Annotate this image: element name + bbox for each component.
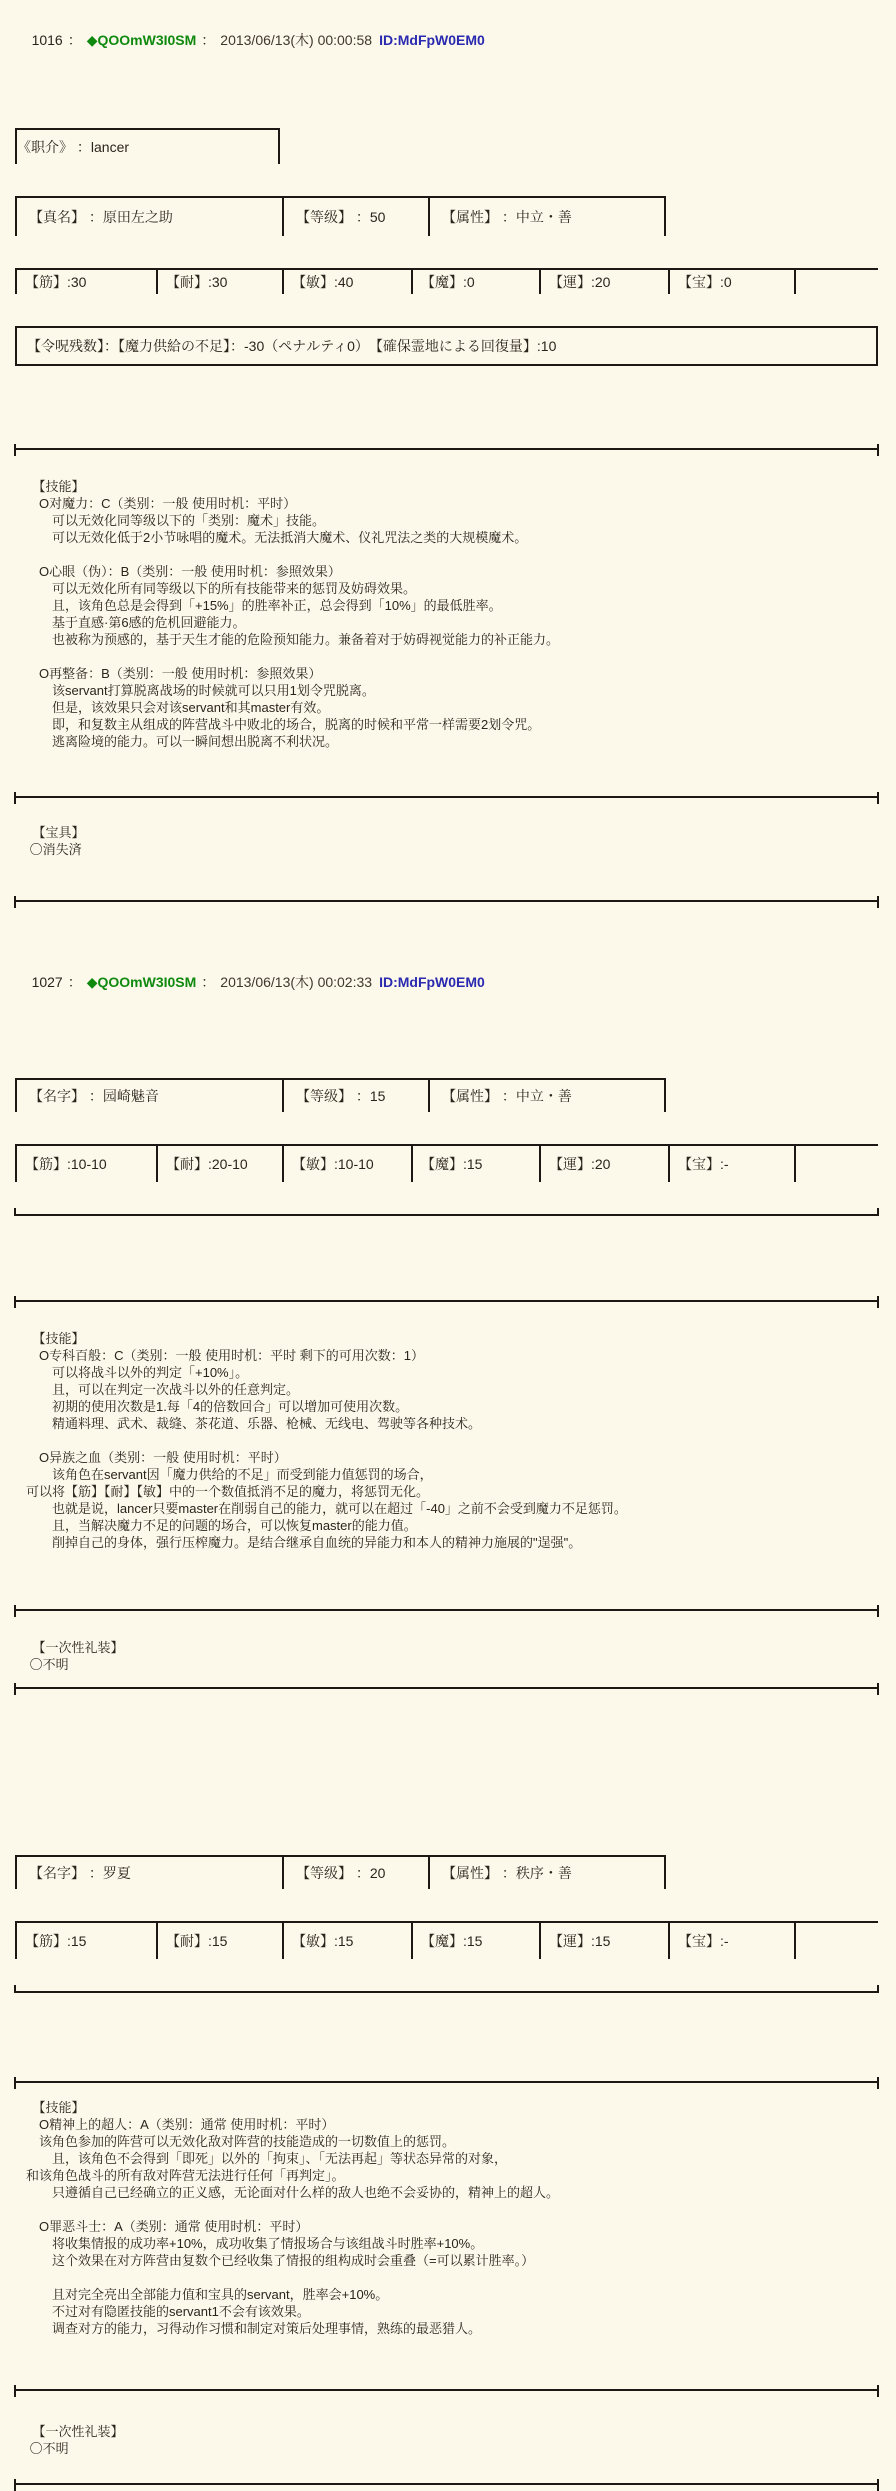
separator-line — [15, 2081, 878, 2083]
level-cell: 【等级】 ：20 — [282, 1857, 428, 1889]
text-line: 可以无效化同等级以下的「类别：魔术」技能。 — [26, 513, 326, 528]
level-cell: 【等级】 ：15 — [282, 1080, 428, 1112]
post-userid: ID:MdFpW0EM0 — [379, 32, 485, 48]
stat-cell-np: 【宝】:- — [668, 1146, 796, 1182]
text-line — [26, 648, 896, 665]
text-line: 且，当解决魔力不足的问题的场合，可以恢复master的能力值。 — [26, 1518, 417, 1533]
table-bottom-line — [15, 1991, 878, 1993]
post-1027 — [0, 952, 896, 2485]
stat-cell-end: 【耐】:15 — [156, 1923, 282, 1959]
table-bottom-line — [15, 1214, 878, 1216]
text-line: 【技能】 — [26, 479, 85, 494]
text-line: 可以将战斗以外的判定「+10%」。 — [26, 1365, 249, 1380]
separator-line — [15, 2389, 878, 2391]
separator-line — [15, 1609, 878, 1611]
stat-cell-end: 【耐】:20-10 — [156, 1146, 282, 1182]
separator-line — [15, 796, 878, 798]
header-colon: ： — [67, 32, 82, 48]
command-seals-row: 【令呪残数】：【魔力供給の不足】：-30（ペナルティ0） 【確保霊地による回復量】:10 — [15, 326, 878, 366]
stat-cell-mag: 【魔】:15 — [411, 1146, 539, 1182]
text-line: 【技能】 — [26, 1331, 85, 1346]
text-line: O再整备：B（类别：一般 使用时机：参照效果） — [26, 666, 322, 681]
text-line: 和该角色战斗的所有敌对阵营无法进行任何「再判定」。 — [26, 2168, 345, 2183]
stat-cell-mag: 【魔】:15 — [411, 1923, 539, 1959]
text-line: 【一次性礼装】 — [26, 2424, 124, 2439]
post-header — [16, 952, 896, 990]
post-header — [16, 0, 896, 48]
stat-cell-agi: 【敏】:40 — [282, 270, 411, 294]
stats-row — [15, 1144, 878, 1182]
row-extension — [796, 1146, 878, 1182]
post-datetime: 2013/06/13(木) 00:02:33 — [220, 974, 373, 990]
text-line: O心眼（伪）：B（类别：一般 使用时机：参照效果） — [26, 564, 341, 579]
text-line — [26, 546, 896, 563]
row-extension — [796, 1923, 878, 1959]
name-row — [15, 1855, 666, 1889]
text-line: 【一次性礼装】 — [26, 1640, 124, 1655]
name-cell: 【真名】 ：原田左之助 — [29, 209, 173, 225]
stat-cell-luk: 【運】:20 — [539, 270, 668, 294]
name-cell: 【名字】 ：罗夏 — [29, 1865, 131, 1881]
stat-cell-mag: 【魔】:0 — [411, 270, 539, 294]
text-line: O对魔力：C（类别：一般 使用时机：平时） — [26, 496, 297, 511]
text-line: 〇不明 — [26, 1657, 69, 1672]
text-line: 逃离险境的能力。可以一瞬间想出脱离不利状况。 — [26, 734, 339, 749]
text-line: 可以将【筋】【耐】【敏】中的一个数值抵消不足的魔力，将惩罚无化。 — [26, 1484, 430, 1499]
post-number-link[interactable]: 1027 — [31, 974, 63, 990]
text-line: 也被称为预感的，基于天生才能的危险预知能力。兼备着对于妨碍视觉能力的补正能力。 — [26, 632, 560, 647]
text-line: 【宝具】 — [26, 825, 85, 840]
text-line: O异族之血（类别：一般 使用时机：平时） — [26, 1450, 287, 1465]
stat-cell-str: 【筋】:15 — [25, 1933, 87, 1949]
text-line — [26, 2269, 896, 2286]
text-line: 削掉自己的身体，强行压榨魔力。是结合继承自血统的异能力和本人的精神力施展的"逞强"。 — [26, 1535, 582, 1550]
text-line: 也就是说，lancer只要master在削弱自己的能力，就可以在超过「-40」之前不会受到魔力不足惩罚。 — [26, 1501, 627, 1516]
text-line — [26, 1432, 896, 1449]
servant-sheet-table — [15, 96, 896, 398]
text-line: 只遵循自己已经确立的正义感，无论面对什么样的敌人也绝不会妥协的，精神上的超人。 — [26, 2185, 560, 2200]
name-cell: 【名字】 ：园崎魅音 — [29, 1088, 159, 1104]
text-line: 该servant打算脱离战场的时候就可以只用1划令咒脱离。 — [26, 683, 375, 698]
stat-cell-str: 【筋】:30 — [25, 274, 87, 290]
level-cell: 【等级】 ：50 — [282, 198, 428, 236]
post-number-link[interactable]: 1016 — [31, 32, 63, 48]
text-line: 且，该角色总是会得到「+15%」的胜率补正，总会得到「10%」的最低胜率。 — [26, 598, 502, 613]
text-line: 【技能】 — [26, 2100, 85, 2115]
name-row — [15, 1078, 666, 1112]
header-colon: ： — [201, 974, 216, 990]
stat-cell-np: 【宝】:0 — [668, 270, 796, 294]
text-line: 基于直感·第6感的危机回避能力。 — [26, 615, 246, 630]
stats-row — [15, 1921, 878, 1959]
text-line: 该角色在servant因「魔力供给的不足」而受到能力值惩罚的场合， — [26, 1467, 433, 1482]
text-line: 即，和复数主从组成的阵营战斗中败北的场合，脱离的时候和平常一样需要2划令咒。 — [26, 717, 541, 732]
stat-cell-np: 【宝】:- — [668, 1923, 796, 1959]
text-line: 〇不明 — [26, 2441, 69, 2456]
post-datetime: 2013/06/13(木) 00:00:58 — [220, 32, 373, 48]
skills-block — [26, 1330, 896, 1551]
text-line: 这个效果在对方阵营由复数个已经收集了情报的组构成时会重叠（=可以累计胜率。） — [26, 2253, 535, 2268]
separator-line — [15, 2483, 878, 2485]
text-line — [26, 2201, 896, 2218]
stats-row — [15, 268, 878, 294]
text-line: 且，可以在判定一次战斗以外的任意判定。 — [26, 1382, 300, 1397]
master-sheet-table — [15, 1046, 896, 1248]
stat-cell-agi: 【敏】:15 — [282, 1923, 411, 1959]
attr-cell: 【属性】 ：中立・善 — [428, 1080, 664, 1112]
stat-cell-end: 【耐】:30 — [156, 270, 282, 294]
header-colon: ： — [67, 974, 82, 990]
separator-line — [15, 900, 878, 902]
name-row — [15, 196, 666, 236]
text-line: O精神上的超人：A（类别：通常 使用时机：平时） — [26, 2117, 335, 2132]
skills-block — [26, 478, 896, 750]
noble-phantasm-block — [26, 824, 896, 858]
text-line: 该角色参加的阵营可以无效化敌对阵营的技能造成的一切数值上的惩罚。 — [26, 2134, 456, 2149]
tripcode: ◆QOOmW3I0SM — [86, 32, 197, 48]
text-line: 〇消失済 — [26, 842, 82, 857]
one-time-craft-block — [26, 2423, 896, 2457]
class-cell: 《职介》 ：lancer — [17, 139, 130, 155]
master-sheet-table — [15, 1823, 896, 2025]
one-time-craft-block — [26, 1639, 896, 1673]
attr-cell: 【属性】 ：秩序・善 — [428, 1857, 664, 1889]
separator-line — [15, 1687, 878, 1689]
text-line: 且对完全亮出全部能力值和宝具的servant，胜率会+10%。 — [26, 2287, 389, 2302]
separator-line — [15, 1300, 878, 1302]
text-line: 精通料理、武术、裁缝、茶花道、乐器、枪械、无线电、驾驶等各种技术。 — [26, 1416, 482, 1431]
text-line: 将收集情报的成功率+10%，成功收集了情报场合与该组战斗时胜率+10%。 — [26, 2236, 484, 2251]
separator-line — [15, 448, 878, 450]
text-line: 调查对方的能力，习得动作习惯和制定对策后处理事情，熟练的最恶猎人。 — [26, 2321, 482, 2336]
attr-cell: 【属性】 ：中立・善 — [428, 198, 664, 236]
text-line: 不过对有隐匿技能的servant1不会有该效果。 — [26, 2304, 310, 2319]
text-line: 可以无效化所有同等级以下的所有技能带来的惩罚及妨碍效果。 — [26, 581, 417, 596]
stat-cell-luk: 【運】:15 — [539, 1923, 668, 1959]
text-line: O专科百般：C（类别：一般 使用时机：平时 剩下的可用次数：1） — [26, 1348, 424, 1363]
text-line: O罪恶斗士：A（类别：通常 使用时机：平时） — [26, 2219, 309, 2234]
class-row — [15, 128, 280, 164]
tripcode: ◆QOOmW3I0SM — [86, 974, 197, 990]
stat-cell-luk: 【運】:20 — [539, 1146, 668, 1182]
stat-cell-agi: 【敏】:10-10 — [282, 1146, 411, 1182]
text-line: 初期的使用次数是1.每「4的倍数回合」可以增加可使用次数。 — [26, 1399, 409, 1414]
post-1016 — [0, 0, 896, 902]
stat-cell-str: 【筋】:10-10 — [25, 1156, 107, 1172]
header-colon: ： — [201, 32, 216, 48]
text-line: 可以无效化低于2小节咏唱的魔术。无法抵消大魔术、仪礼咒法之类的大规模魔术。 — [26, 530, 528, 545]
skills-block — [26, 2099, 896, 2337]
text-line: 但是，该效果只会对该servant和其master有效。 — [26, 700, 330, 715]
text-line: 且，该角色不会得到「即死」以外的「拘束」、「无法再起」等状态异常的对象， — [26, 2151, 508, 2166]
post-userid: ID:MdFpW0EM0 — [379, 974, 485, 990]
row-extension — [796, 270, 878, 294]
